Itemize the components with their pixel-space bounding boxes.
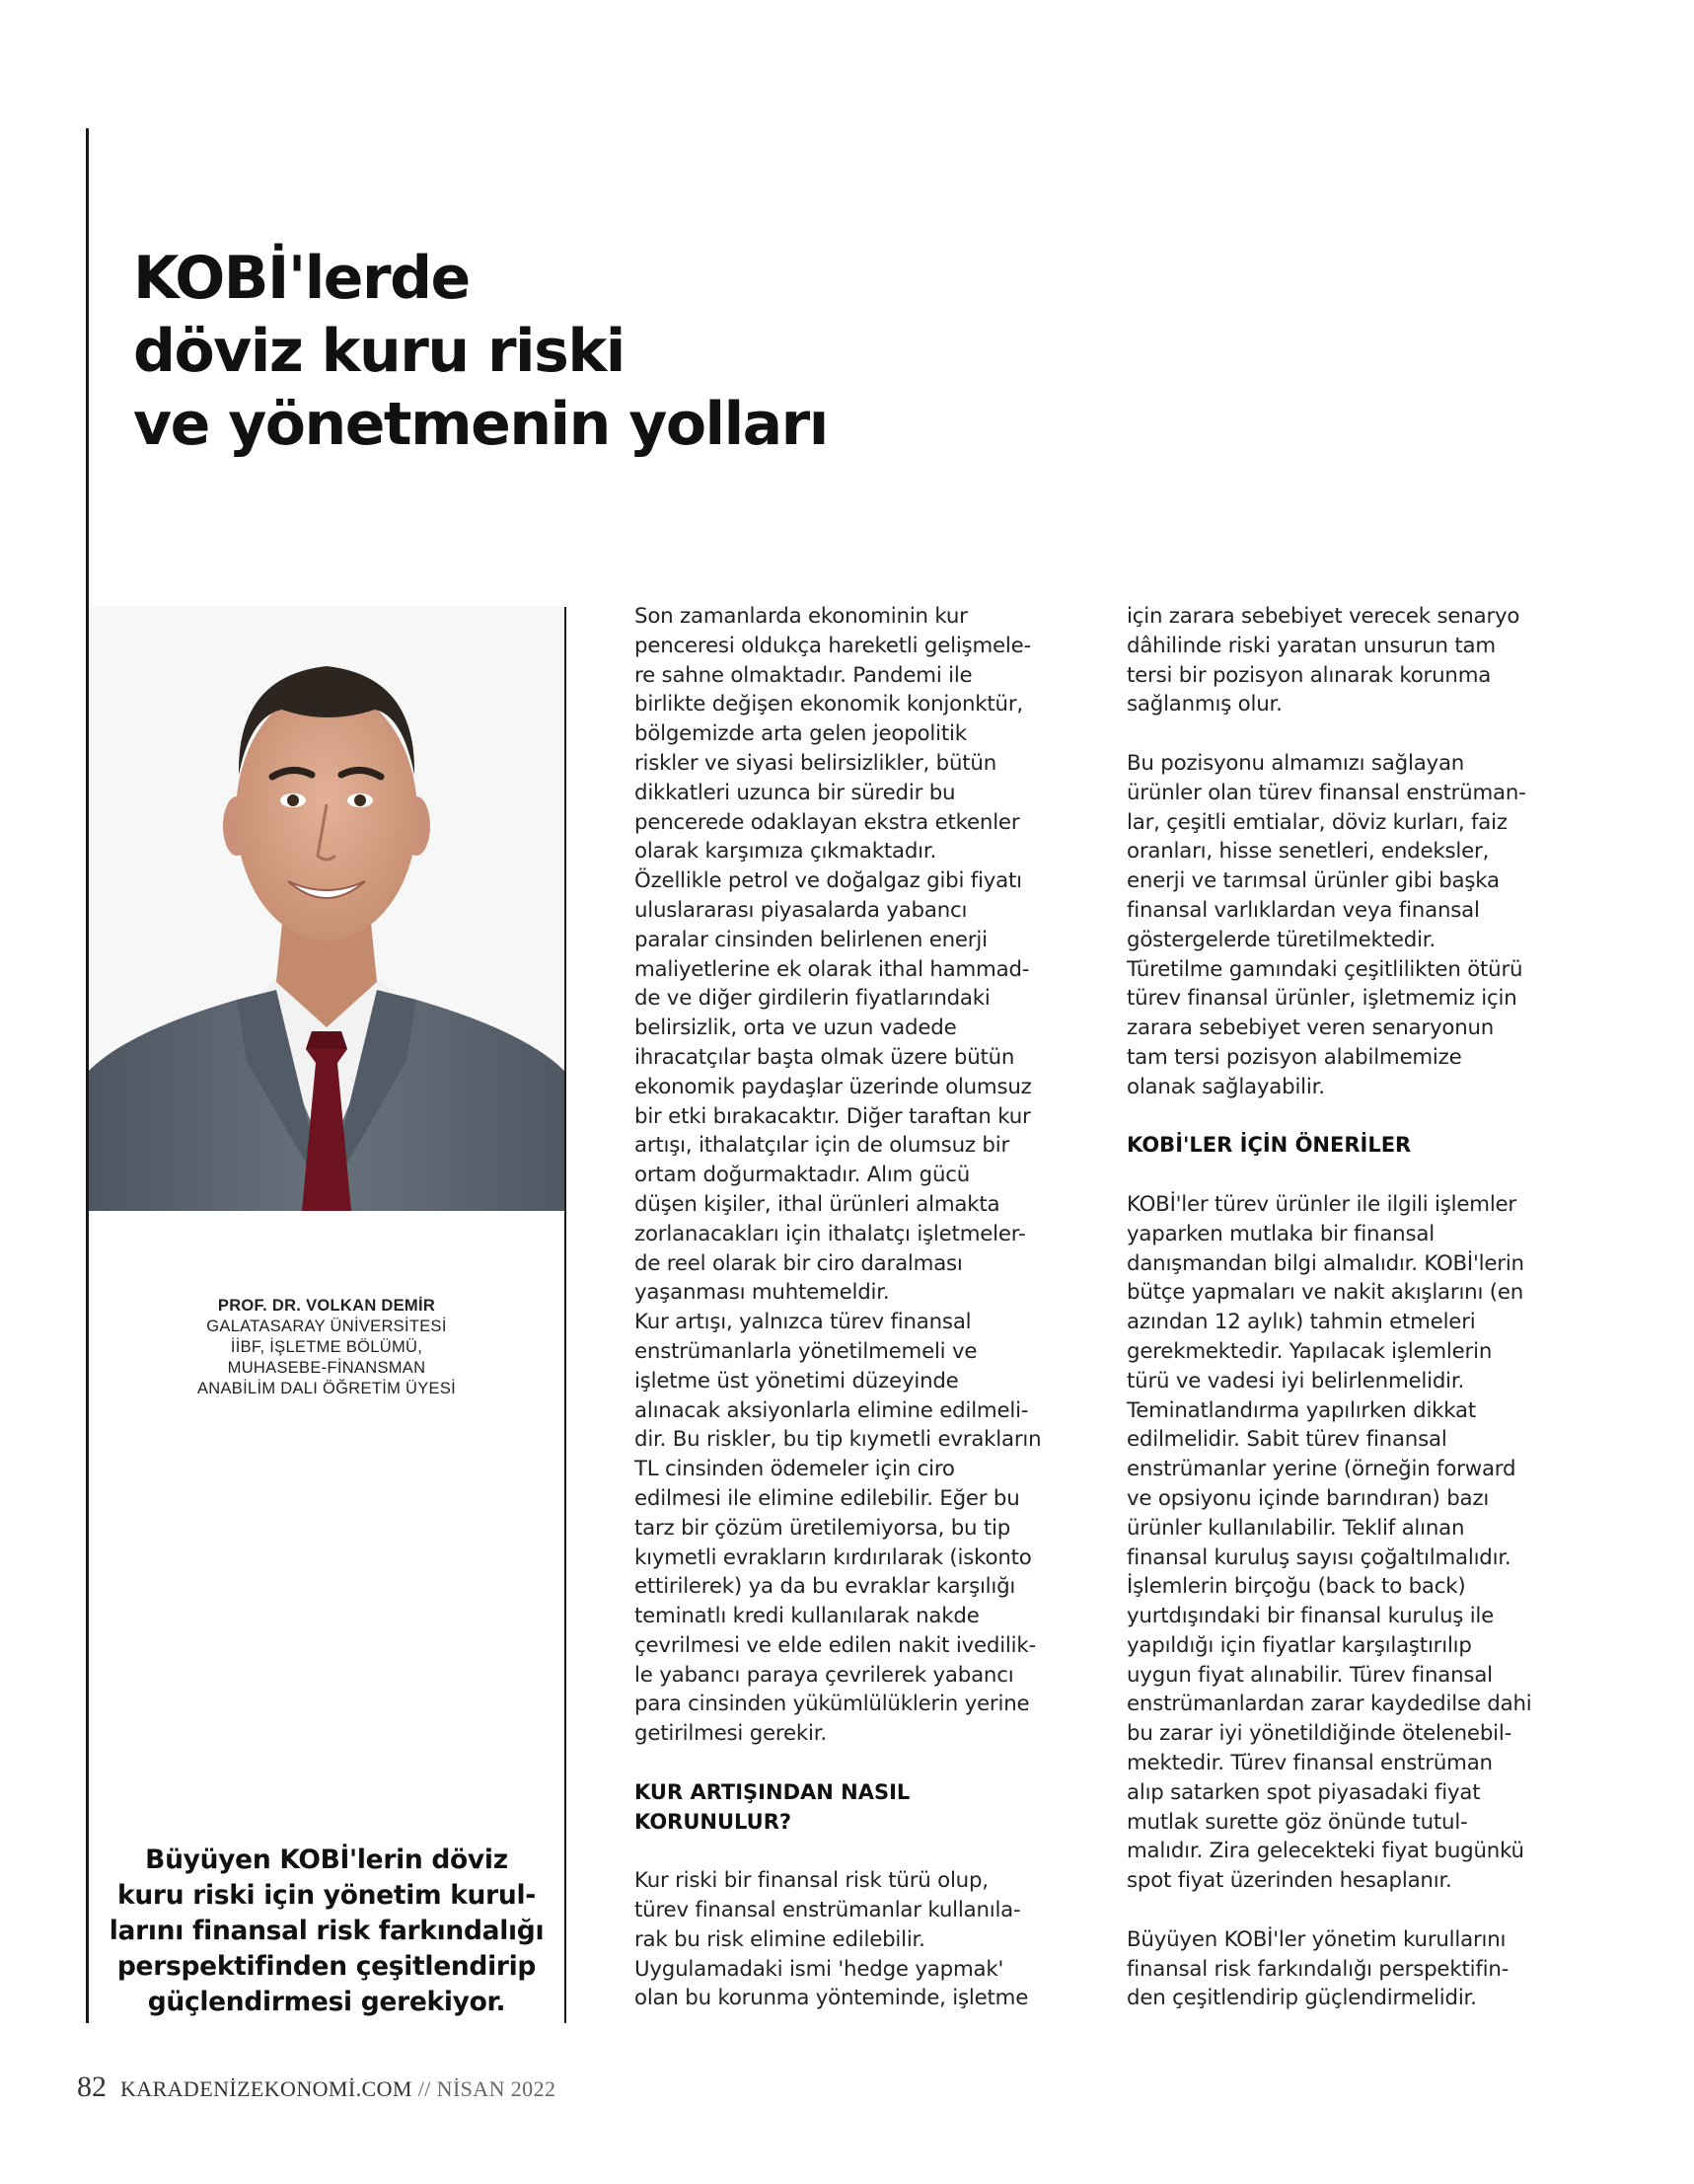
text-line: türev finansal enstrümanlar kullanıla- [634, 1898, 1021, 1923]
pull-quote-line: güçlendirmesi gerekiyor. [147, 1987, 506, 2017]
text-line: dir. Bu riskler, bu tip kıymetli evrakların [634, 1427, 1042, 1453]
text-line: TL cinsinden ödemeler için ciro [634, 1457, 955, 1482]
text-line: le yabancı paraya çevrilerek yabancı [634, 1662, 1014, 1688]
text-line: kıymetli evrakların kırdırılarak (iskonto [634, 1544, 1032, 1570]
text-line: alıp satarken spot piyasadaki fiyat [1127, 1779, 1481, 1805]
text-line: uygun fiyat alınabilir. Türev finansal [1127, 1662, 1493, 1688]
text-line: tam tersi pozisyon alabilmemize [1127, 1044, 1462, 1070]
text-line: KOBİ'ler türev ürünler ile ilgili işlemler [1127, 1191, 1516, 1217]
text-line: paralar cinsinden belirlenen enerji [634, 927, 988, 952]
text-line: birlikte değişen ekonomik konjonktür, [634, 692, 1023, 717]
author-affiliation-line: İİBF, İŞLETME BÖLÜMÜ, [230, 1338, 423, 1356]
footer-site: KARADENİZEKONOMİ.COM [120, 2076, 412, 2101]
pull-quote-line: perspektifinden çeşitlendirip [116, 1951, 537, 1982]
pull-quote-line: larını finansal risk farkındalığı [109, 1916, 545, 1946]
text-line: lar, çeşitli emtialar, döviz kurları, faiz [1127, 809, 1508, 835]
paragraph [634, 1866, 1108, 2013]
body-column-2 [1127, 602, 1600, 2013]
text-line: gerekmektedir. Yapılacak işlemlerin [1127, 1338, 1493, 1364]
page-number: 82 [77, 2071, 107, 2103]
author-affiliation-line: MUHASEBE-FİNANSMAN [227, 1359, 426, 1377]
text-line: para cinsinden yükümlülüklerin yerine [634, 1692, 1030, 1717]
text-line: Uygulamadaki ismi 'hedge yapmak' [634, 1956, 1004, 1982]
text-line: Kur artışı, yalnızca türev finansal [634, 1310, 972, 1335]
paragraph-gap [1127, 719, 1600, 749]
text-line: edilmesi ile elimine edilebilir. Eğer bu [634, 1485, 1020, 1511]
text-line: KORUNULUR? [634, 1809, 792, 1834]
page-footer [77, 2071, 555, 2104]
pull-quote [89, 1843, 564, 2020]
text-line: danışmandan bilgi almalıdır. KOBİ'lerin [1127, 1250, 1524, 1276]
text-line: Bu pozisyonu almamızı sağlayan [1127, 750, 1465, 776]
text-line: ettirilerek) ya da bu evraklar karşılığı [634, 1574, 1016, 1600]
text-line: uluslararası piyasalarda yabancı [634, 897, 968, 923]
text-line: getirilmesi gerekir. [634, 1721, 827, 1747]
paragraph-gap [1127, 1896, 1600, 1925]
text-line: mektedir. Türev finansal enstrüman [1127, 1751, 1493, 1776]
text-line: enstrümanlar yerine (örneğin forward [1127, 1457, 1516, 1482]
pull-quote-line: kuru riski için yönetim kurul- [117, 1880, 536, 1911]
text-line: düşen kişiler, ithal ürünleri almakta [634, 1191, 1000, 1217]
text-line: ekonomik paydaşlar üzerinde olumsuz [634, 1074, 1032, 1099]
text-line: ihracatçılar başta olmak üzere bütün [634, 1044, 1015, 1070]
text-line: malıdır. Zira gelecekteki fiyat bugünkü [1127, 1839, 1524, 1864]
text-line: olan bu korunma yönteminde, işletme [634, 1986, 1029, 2011]
text-line: enstrümanlardan zarar kaydedilse dahi [1127, 1692, 1532, 1717]
column-divider-rule [564, 607, 566, 2023]
author-affiliation-line: ANABİLİM DALI ÖĞRETİM ÜYESİ [196, 1380, 457, 1397]
text-line: olanak sağlayabilir. [1127, 1074, 1325, 1099]
text-line: işletme üst yönetimi düzeyinde [634, 1368, 959, 1393]
text-line: yapıldığı için fiyatlar karşılaştırılıp [1127, 1632, 1472, 1658]
text-line: ortam doğurmaktadır. Alım gücü [634, 1163, 971, 1188]
paragraph-gap [1127, 1102, 1600, 1132]
author-portrait [89, 607, 564, 1211]
portrait-photo-icon [89, 607, 564, 1211]
text-line: mutlak surette göz önünde tutul- [1127, 1809, 1468, 1835]
text-line: için zarara sebebiyet verecek senaryo [1127, 604, 1520, 629]
text-line: Büyüyen KOBİ'ler yönetim kurullarını [1127, 1926, 1507, 1952]
text-line: yaşanması muhtemeldir. [634, 1280, 890, 1306]
text-line: finansal kuruluş sayısı çoğaltılmalıdır. [1127, 1544, 1511, 1570]
title-line: ve yönetmenin yolları [133, 390, 828, 459]
text-line: İşlemlerin birçoğu (back to back) [1127, 1574, 1466, 1600]
text-line: azından 12 aylık) tahmin etmeleri [1127, 1310, 1476, 1335]
text-line: bölgemizde arta gelen jeopolitik [634, 721, 967, 747]
text-line: alınacak aksiyonlarla elimine edilmeli- [634, 1397, 1029, 1423]
title-line: döviz kuru riski [133, 317, 625, 386]
body-column-1 [634, 602, 1108, 2013]
text-line: riskler ve siyasi belirsizlikler, bütün [634, 750, 997, 776]
text-line: dâhilinde riski yaratan unsurun tam [1127, 633, 1496, 658]
text-line: bu zarar iyi yönetildiğinde ötelenebil- [1127, 1721, 1512, 1747]
text-line: ürünler kullanılabilir. Teklif alınan [1127, 1515, 1465, 1541]
paragraph [1127, 602, 1600, 719]
text-line: bir etki bırakacaktır. Diğer taraftan kur [634, 1103, 1031, 1129]
text-line: maliyetlerine ek olarak ithal hammad- [634, 956, 1030, 982]
text-line: teminatlı kredi kullanılarak nakde [634, 1604, 980, 1629]
text-line: pencerede odaklayan ekstra etkenler [634, 809, 1020, 835]
text-line: zarara sebebiyet veren senaryonun [1127, 1016, 1495, 1041]
text-line: finansal varlıklardan veya finansal [1127, 897, 1480, 923]
text-line: rak bu risk elimine edilebilir. [634, 1926, 925, 1952]
text-line: bütçe yapmaları ve nakit akışlarını (en [1127, 1280, 1524, 1306]
text-line: olarak karşımıza çıkmaktadır. [634, 839, 937, 865]
text-line: türü ve vadesi iyi belirlenmelidir. [1127, 1368, 1465, 1393]
article-title [133, 242, 1120, 461]
text-line: finansal risk farkındalığı perspektifin- [1127, 1956, 1510, 1982]
text-line: Özellikle petrol ve doğalgaz gibi fiyatı [634, 868, 1022, 894]
text-line: de ve diğer girdilerin fiyatlarındaki [634, 986, 991, 1012]
text-line: ve opsiyonu içinde barındıran) bazı [1127, 1485, 1490, 1511]
text-line: belirsizlik, orta ve uzun vadede [634, 1016, 957, 1041]
text-line: yurtdışındaki bir finansal kuruluş ile [1127, 1604, 1495, 1629]
text-line: türev finansal ürünler, işletmemiz için [1127, 986, 1517, 1012]
footer-date: NİSAN 2022 [436, 2076, 556, 2101]
text-line: ürünler olan türev finansal enstrüman- [1127, 780, 1526, 805]
text-line: re sahne olmaktadır. Pandemi ile [634, 662, 973, 688]
text-line: sağlanmış olur. [1127, 692, 1283, 717]
text-line: dikkatleri uzunca bir süredir bu [634, 780, 956, 805]
paragraph-gap [634, 1837, 1108, 1866]
text-line: penceresi oldukça hareketli gelişmele- [634, 633, 1032, 658]
pull-quote-line: Büyüyen KOBİ'lerin döviz [145, 1845, 508, 1875]
text-line: oranları, hisse senetleri, endeksler, [1127, 839, 1490, 865]
paragraph [634, 602, 1108, 1749]
author-byline [89, 1296, 564, 1399]
text-line: Türetilme gamındaki çeşitlilikten ötürü [1127, 956, 1523, 982]
text-line: göstergelerde türetilmektedir. [1127, 927, 1436, 952]
text-line: edilmelidir. Sabit türev finansal [1127, 1427, 1447, 1453]
section-heading [634, 1778, 1108, 1838]
text-line: zorlanacakları için ithalatçı işletmeler- [634, 1221, 1026, 1246]
text-line: yaparken mutlaka bir finansal [1127, 1221, 1435, 1246]
author-name: PROF. DR. VOLKAN DEMİR [217, 1297, 436, 1315]
text-line: enerji ve tarımsal ürünler gibi başka [1127, 868, 1500, 894]
paragraph-gap [1127, 1161, 1600, 1190]
text-line: den çeşitlendirip güçlendirmelidir. [1127, 1986, 1477, 2011]
text-line: artışı, ithalatçılar için de olumsuz bir [634, 1133, 1010, 1159]
text-line: tarz bir çözüm üretilemiyorsa, bu tip [634, 1515, 1011, 1541]
title-line: KOBİ'lerde [133, 244, 470, 313]
text-line: Teminatlandırma yapılırken dikkat [1127, 1397, 1477, 1423]
text-line: enstrümanlarla yönetilmemeli ve [634, 1338, 978, 1364]
text-line: tersi bir pozisyon alınarak korunma [1127, 662, 1492, 688]
text-line: spot fiyat üzerinden hesaplanır. [1127, 1868, 1452, 1894]
paragraph-gap [634, 1749, 1108, 1778]
text-line: de reel olarak bir ciro daralması [634, 1250, 963, 1276]
section-heading: KOBİ'LER İÇİN ÖNERİLER [1127, 1133, 1412, 1158]
footer-separator: // [411, 2076, 437, 2101]
paragraph [1127, 1190, 1600, 1896]
text-line: KUR ARTIŞINDAN NASIL [634, 1779, 911, 1804]
text-line: Son zamanlarda ekonominin kur [634, 604, 968, 629]
paragraph [1127, 749, 1600, 1102]
text-line: Kur riski bir finansal risk türü olup, [634, 1868, 989, 1894]
text-line: çevrilmesi ve elde edilen nakit ivedilik- [634, 1632, 1036, 1658]
paragraph [1127, 1925, 1600, 2013]
author-affiliation-line: GALATASARAY ÜNİVERSİTESİ [206, 1318, 447, 1335]
